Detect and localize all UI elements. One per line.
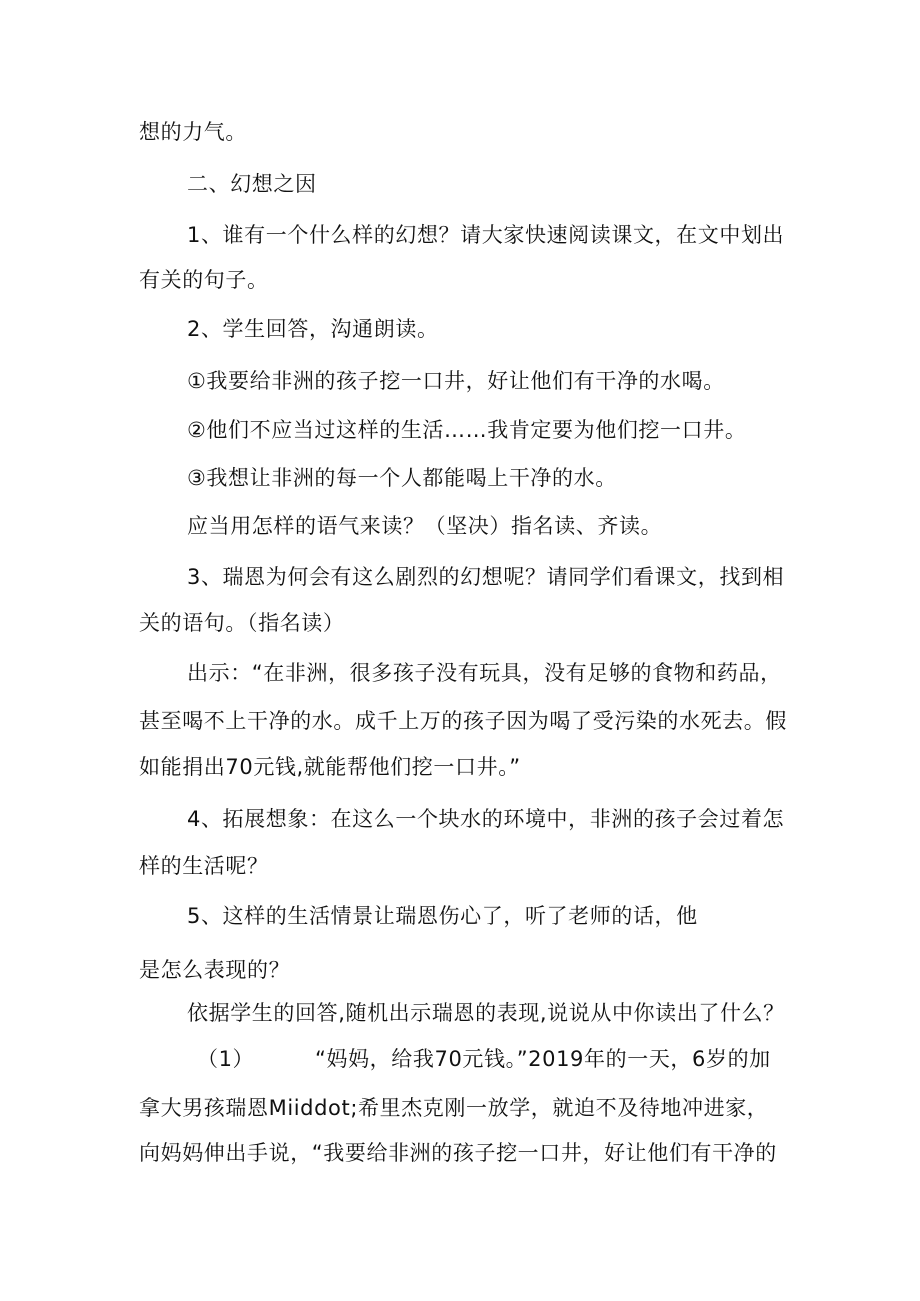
- text-line: 4、拓展想象：在这么一个块水的环境中，非洲的孩子会过着怎: [187, 807, 785, 831]
- text-line: 关的语句。（指名读）: [139, 611, 345, 635]
- text-line: 如能捐出70元钱,就能帮他们挖一口井。”: [139, 755, 521, 779]
- text-line: 有关的句子。: [139, 268, 269, 292]
- text-line: 2、学生回答，沟通朗读。: [187, 317, 439, 341]
- text-line: 样的生活呢？: [139, 854, 269, 878]
- text-line: 拿大男孩瑞恩Miiddot;希里杰克刚一放学，就迫不及待地冲进家，: [139, 1096, 769, 1120]
- text-line: [197, 1044, 789, 1074]
- text-line: 是怎么表现的？: [139, 958, 291, 982]
- text-line: 想的力气。: [139, 120, 247, 144]
- item-text: “妈妈，给我70元钱。”2019年的一天，6岁的加: [315, 1047, 771, 1071]
- text-line: 甚至喝不上干净的水。成千上万的孩子因为喝了受污染的水死去。假: [139, 709, 787, 733]
- text-line: 5、这样的生活情景让瑞恩伤心了，听了老师的话，他: [187, 904, 698, 928]
- text-line: ②他们不应当过这样的生活……我肯定要为他们挖一口井。: [187, 418, 747, 442]
- text-line: 应当用怎样的语气来读？（坚决）指名读、齐读。: [187, 514, 663, 538]
- section-heading: 二、幻想之因: [187, 172, 317, 196]
- text-line: ①我要给非洲的孩子挖一口井，好让他们有干净的水喝。: [187, 369, 725, 393]
- text-line: 3、瑞恩为何会有这么剧烈的幻想呢？请同学们看课文，找到相: [187, 565, 785, 589]
- text-line: 1、谁有一个什么样的幻想？请大家快速阅读课文，在文中划出: [187, 223, 785, 247]
- text-line: 向妈妈伸出手说，“我要给非洲的孩子挖一口井，好让他们有干净的: [139, 1141, 777, 1165]
- text-line: 依据学生的回答,随机出示瑞恩的表现,说说从中你读出了什么？: [187, 1001, 785, 1025]
- text-line: ③我想让非洲的每一个人都能喝上干净的水。: [187, 466, 617, 490]
- item-number: （1）: [197, 1047, 255, 1071]
- text-line: 出示：“在非洲，很多孩子没有玩具，没有足够的食物和药品，: [187, 661, 782, 685]
